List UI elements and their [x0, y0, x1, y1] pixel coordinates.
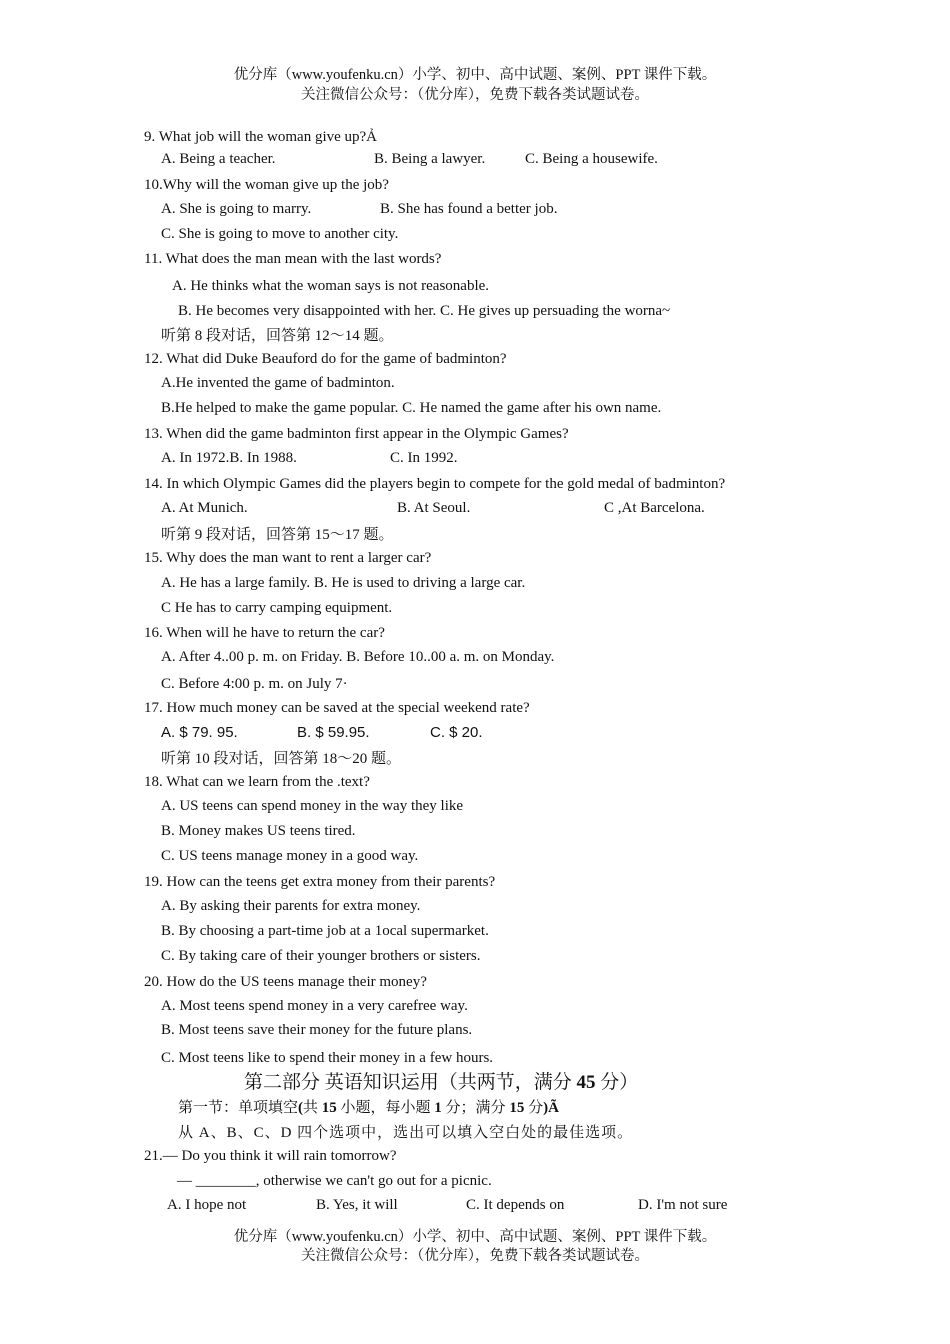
q9-option-c: C. Being a housewife. — [525, 151, 658, 167]
part2-title — [244, 1072, 638, 1094]
q14-option-b: B. At Seoul. — [397, 500, 471, 516]
question-11-stem: 11. What does the man mean with the last words? — [144, 251, 442, 267]
q17-option-b: B. $ 59.95. — [297, 724, 370, 741]
q18-option-c: C. US teens manage money in a good way. — [161, 848, 419, 864]
section1-heading — [178, 1099, 559, 1117]
q21-option-c: C. It depends on — [466, 1197, 565, 1213]
question-21-stem: 21.— Do you think it will rain tomorrow? — [144, 1148, 397, 1164]
question-17-stem: 17. How much money can be saved at the special weekend rate? — [144, 700, 530, 716]
q14-option-a: A. At Munich. — [161, 500, 248, 516]
question-15-stem: 15. Why does the man want to rent a larger car? — [144, 550, 432, 566]
q9-option-a: A. Being a teacher. — [161, 151, 276, 167]
section1-each: 1 — [434, 1100, 442, 1116]
question-14-stem: 14. In which Olympic Games did the players begin to compete for the gold medal of badminton? — [144, 476, 726, 492]
section-9-instruction: 听第 9 段对话，回答第 15～17 题。 — [161, 527, 394, 543]
question-10-stem: 10.Why will the woman give up the job? — [144, 177, 389, 193]
q10-option-b: B. She has found a better job. — [380, 201, 558, 217]
page-footer-line1: 优分库（www.youfenku.cn）小学、初中、高中试题、案例、PPT 课件下载。 — [233, 1229, 717, 1245]
q20-option-a: A. Most teens spend money in a very carefree way. — [161, 998, 468, 1014]
question-16-stem: 16. When will he have to return the car? — [144, 625, 385, 641]
page-header-line2: 关注微信公众号：（优分库），免费下载各类试题试卷。 — [301, 87, 649, 103]
section1-paren: ( — [298, 1100, 304, 1116]
question-13-stem: 13. When did the game badminton first appear in the Olympic Games? — [144, 426, 569, 442]
q13-option-c: C. In 1992. — [390, 450, 458, 466]
q12-option-a: A.He invented the game of badminton. — [161, 375, 395, 391]
q16-option-c: C. Before 4:00 p. m. on July 7· — [161, 676, 348, 692]
question-9-stem: 9. What job will the woman give up?Ả — [144, 129, 378, 145]
q14-option-c: C ,At Barcelona. — [604, 500, 705, 516]
part2-title-post: 分） — [595, 1072, 639, 1093]
page-footer-line2: 关注微信公众号：（优分库），免费下载各类试题试卷。 — [301, 1248, 649, 1264]
q21-option-a: A. I hope not — [167, 1197, 247, 1213]
page-header-line1: 优分库（www.youfenku.cn）小学、初中、高中试题、案例、PPT 课件下载。 — [233, 67, 717, 83]
section1-total: 15 — [509, 1100, 525, 1116]
section1-end: )Ã — [543, 1100, 559, 1116]
q20-option-c: C. Most teens like to spend their money in a few hours. — [161, 1050, 494, 1066]
section1-mid2: 小题，每小题 — [336, 1100, 435, 1116]
question-12-stem: 12. What did Duke Beauford do for the game of badminton? — [144, 351, 507, 367]
section1-instruction: 从 A、B、C、D 四个选项中，选出可以填入空白处的最佳选项。 — [178, 1125, 634, 1141]
q18-option-b: B. Money makes US teens tired. — [161, 823, 356, 839]
q10-option-c: C. She is going to move to another city. — [161, 226, 399, 242]
section-10-instruction: 听第 10 段对话，回答第 18～20 题。 — [161, 751, 402, 767]
q9-option-b: B. Being a lawyer. — [374, 151, 486, 167]
q15-option-c: C He has to carry camping equipment. — [161, 600, 393, 616]
question-19-stem: 19. How can the teens get extra money from their parents? — [144, 874, 496, 890]
q17-option-a: A. $ 79. 95. — [161, 724, 238, 741]
q11-option-a: A. He thinks what the woman says is not reasonable. — [172, 278, 490, 294]
q18-option-a: A. US teens can spend money in the way they like — [161, 798, 464, 814]
q11-option-bc: B. He becomes very disappointed with her. C. He gives up persuading the worna~ — [178, 303, 671, 319]
part2-title-score: 45 — [576, 1072, 596, 1093]
q10-option-a: A. She is going to marry. — [161, 201, 312, 217]
q20-option-b: B. Most teens save their money for the future plans. — [161, 1022, 473, 1038]
q16-option-ab: A. After 4..00 p. m. on Friday. B. Before 10..00 a. m. on Monday. — [161, 649, 555, 665]
q13-option-ab: A. In 1972.B. In 1988. — [161, 450, 297, 466]
question-21-response: — ________, otherwise we can't go out for a picnic. — [177, 1173, 492, 1189]
q21-option-d: D. I'm not sure — [638, 1197, 728, 1213]
question-18-stem: 18. What can we learn from the .text? — [144, 774, 370, 790]
question-20-stem: 20. How do the US teens manage their money? — [144, 974, 427, 990]
section1-pre: 第一节：单项填空 — [178, 1100, 299, 1116]
q12-option-bc: B.He helped to make the game popular. C. He named the game after his own name. — [161, 400, 662, 416]
section1-count: 15 — [321, 1100, 337, 1116]
section1-mid1: 共 — [303, 1100, 322, 1116]
q21-option-b: B. Yes, it will — [316, 1197, 398, 1213]
section-8-instruction: 听第 8 段对话，回答第 12～14 题。 — [161, 328, 394, 344]
q17-option-c: C. $ 20. — [430, 724, 483, 741]
q19-option-a: A. By asking their parents for extra money. — [161, 898, 421, 914]
part2-title-pre: 第二部分 英语知识运用（共两节，满分 — [244, 1072, 577, 1093]
section1-mid4: 分 — [524, 1100, 544, 1116]
q19-option-c: C. By taking care of their younger brothers or sisters. — [161, 948, 481, 964]
section1-mid3: 分；满分 — [441, 1100, 510, 1116]
q19-option-b: B. By choosing a part-time job at a 1ocal supermarket. — [161, 923, 489, 939]
q15-option-ab: A. He has a large family. B. He is used to driving a large car. — [161, 575, 526, 591]
